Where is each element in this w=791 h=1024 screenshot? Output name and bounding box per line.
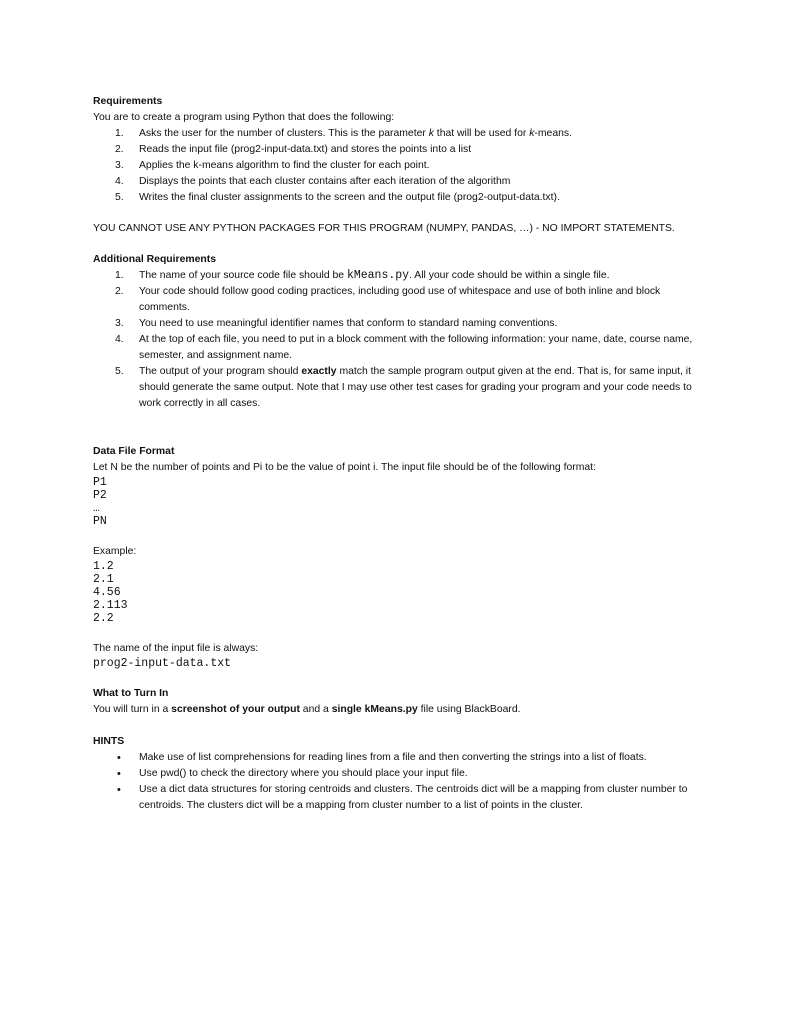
item-number: 4. <box>115 334 124 345</box>
data-file-format-heading: Data File Format <box>93 446 175 457</box>
item-text: Applies the k-means algorithm to find the cluster for each point. <box>139 160 430 171</box>
item-text-post: -means. <box>534 128 572 139</box>
example-line: 2.113 <box>93 599 128 612</box>
hints-heading: HINTS <box>93 736 125 747</box>
turn-in-file: single kMeans.py <box>331 704 418 715</box>
format-lines <box>93 476 703 528</box>
turn-in-post: file using BlackBoard. <box>417 704 521 715</box>
item-number: 1. <box>115 128 124 139</box>
item-text-bold: exactly <box>301 366 337 377</box>
source-filename: kMeans.py <box>346 269 410 282</box>
input-filename: prog2-input-data.txt <box>93 657 232 670</box>
hint-text: Make use of list comprehensions for reading lines from a file and then converting the strings into a list of floats. <box>139 752 647 763</box>
bullet-icon: • <box>117 768 121 780</box>
requirement-item-2 <box>93 142 703 158</box>
item-number: 3. <box>115 318 124 329</box>
item-text: Displays the points that each cluster contains after each iteration of the algorithm <box>139 176 511 187</box>
item-text-post: . All your code should be within a single file. <box>409 270 610 281</box>
hint-item-2 <box>93 766 703 782</box>
example-lines <box>93 560 703 625</box>
requirement-item-5 <box>93 190 703 206</box>
additional-requirements-list <box>93 268 703 412</box>
turn-in-mid: and a <box>299 704 332 715</box>
item-text-pre: The output of your program should <box>139 366 302 377</box>
item-number: 2. <box>115 286 124 297</box>
item-number: 3. <box>115 160 124 171</box>
item-text-pre: The name of your source code file should be <box>139 270 347 281</box>
item-text-pre: Asks the user for the number of clusters. This is the parameter <box>139 128 429 139</box>
format-line: P1 <box>93 476 107 489</box>
item-text: At the top of each file, you need to put in a block comment with the following information: your name, date, course name, semester, and assignment name. <box>139 334 693 361</box>
turn-in-pre: You will turn in a <box>93 704 172 715</box>
example-line: 4.56 <box>93 586 121 599</box>
requirements-heading: Requirements <box>93 96 163 107</box>
document-page <box>93 94 703 814</box>
requirement-item-3 <box>93 158 703 174</box>
item-text-post: match the sample program output given at the end. That is, for same input, it should generate the same output. Note that I may use other test cases for grading your program and your code needs to work correctly in all cases. <box>139 366 692 409</box>
item-number: 4. <box>115 176 124 187</box>
input-filename-label: The name of the input file is always: <box>93 643 259 654</box>
item-text: Reads the input file (prog2-input-data.txt) and stores the points into a list <box>139 144 472 155</box>
item-text: You need to use meaningful identifier names that conform to standard naming conventions. <box>139 318 558 329</box>
hints-list <box>93 750 703 814</box>
data-format-intro: Let N be the number of points and Pi to be the value of point i. The input file should be of the following format: <box>93 462 596 473</box>
requirements-list <box>93 126 703 206</box>
example-line: 1.2 <box>93 560 114 573</box>
hint-text: Use a dict data structures for storing centroids and clusters. The centroids dict will be a mapping from cluster number to centroids. The clusters dict will be a mapping from cluster number to a list of points in the cluster. <box>139 784 688 811</box>
item-number: 5. <box>115 192 124 203</box>
hint-item-3 <box>93 782 703 814</box>
item-number: 2. <box>115 144 124 155</box>
item-k-param: k <box>428 128 434 139</box>
additional-item-2 <box>93 284 703 316</box>
format-line: PN <box>93 515 107 528</box>
additional-item-1 <box>93 268 703 284</box>
item-text: Writes the final cluster assignments to the screen and the output file (prog2-output-data.txt). <box>139 192 560 203</box>
additional-item-3 <box>93 316 703 332</box>
example-line: 2.1 <box>93 573 114 586</box>
additional-item-5 <box>93 364 703 412</box>
item-number: 5. <box>115 366 124 377</box>
bullet-icon: • <box>117 752 121 764</box>
example-label: Example: <box>93 546 137 557</box>
no-packages-warning: YOU CANNOT USE ANY PYTHON PACKAGES FOR THIS PROGRAM (NUMPY, PANDAS, …) - NO IMPORT STATEMENTS. <box>93 223 675 234</box>
item-text: Your code should follow good coding practices, including good use of whitespace and use of both inline and block comments. <box>139 286 661 313</box>
bullet-icon: • <box>117 784 121 796</box>
hint-text: Use pwd() to check the directory where you should place your input file. <box>139 768 468 779</box>
format-line: P2 <box>93 489 107 502</box>
turn-in-text <box>93 702 703 718</box>
turn-in-heading: What to Turn In <box>93 688 169 699</box>
additional-requirements-heading: Additional Requirements <box>93 254 216 265</box>
item-k-param: k <box>529 128 535 139</box>
requirement-item-1 <box>93 126 703 142</box>
turn-in-screenshot: screenshot of your output <box>171 704 300 715</box>
additional-item-4 <box>93 332 703 364</box>
item-text-mid: that will be used for <box>433 128 530 139</box>
hint-item-1 <box>93 750 703 766</box>
requirement-item-4 <box>93 174 703 190</box>
format-line: … <box>93 502 100 515</box>
example-line: 2.2 <box>93 612 114 625</box>
requirements-intro: You are to create a program using Python that does the following: <box>93 112 395 123</box>
item-number: 1. <box>115 270 124 281</box>
